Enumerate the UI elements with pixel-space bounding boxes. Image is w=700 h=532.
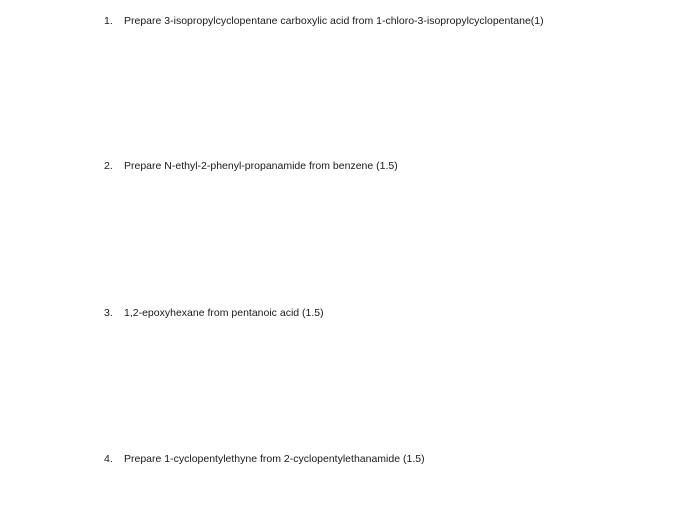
question-3 [104, 306, 324, 320]
question-2 [104, 159, 398, 173]
question-1 [104, 14, 544, 28]
question-number: 2. [104, 160, 113, 172]
question-number: 1. [104, 15, 113, 27]
question-number: 4. [104, 453, 113, 465]
question-text: Prepare 3-isopropylcyclopentane carboxylic acid from 1-chloro-3-isopropylcyclopentane(1) [124, 15, 544, 27]
question-text: Prepare N-ethyl-2-phenyl-propanamide from benzene (1.5) [124, 160, 398, 172]
question-number: 3. [104, 307, 113, 319]
question-text: 1,2-epoxyhexane from pentanoic acid (1.5) [124, 307, 324, 319]
question-4 [104, 452, 425, 466]
question-text: Prepare 1-cyclopentylethyne from 2-cyclopentylethanamide (1.5) [124, 453, 425, 465]
